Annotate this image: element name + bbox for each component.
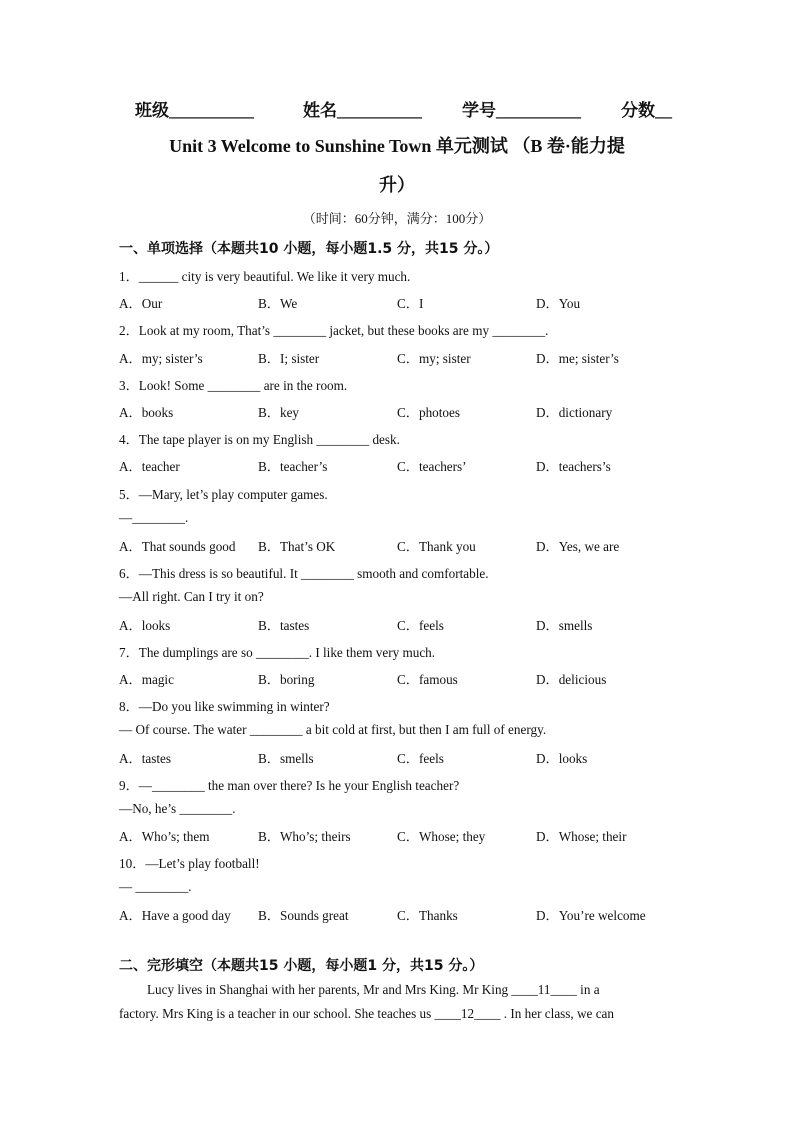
question-stem: 6．—This dress is so beautiful. It ________ smooth and comfortable.	[119, 566, 489, 581]
answer-option-d: D．teachers’s	[536, 459, 611, 474]
student-id-field: 学号__________	[462, 101, 581, 120]
answer-option-a: A．That sounds good	[119, 539, 236, 554]
time-score-note: （时间：60分钟，满分：100分）	[302, 211, 492, 226]
question-stem: 1．______ city is very beautiful. We like it very much.	[119, 269, 411, 284]
name-field: 姓名__________	[303, 101, 422, 120]
answer-option-c: C．feels	[397, 751, 444, 766]
answer-option-c: C．famous	[397, 672, 458, 687]
question-stem: 7．The dumplings are so ________. I like them very much.	[119, 645, 436, 660]
answer-option-a: A．Have a good day	[119, 908, 231, 923]
answer-option-d: D．You’re welcome	[536, 908, 646, 923]
class-field: 班级__________	[135, 101, 254, 120]
question-dialogue-line: —________.	[119, 510, 189, 525]
question-stem: 5．—Mary, let’s play computer games.	[119, 487, 328, 502]
question-stem: 3．Look! Some ________ are in the room.	[119, 378, 348, 393]
answer-option-c: C．Whose; they	[397, 829, 486, 844]
answer-option-b: B．boring	[258, 672, 315, 687]
page-title: Unit 3 Welcome to Sunshine Town 单元测试 （B 卷·能力提	[169, 136, 625, 156]
answer-option-b: B．teacher’s	[258, 459, 328, 474]
passage-line: Lucy lives in Shanghai with her parents, Mr and Mrs King. Mr King ____11____ in a	[147, 982, 600, 997]
question-stem: 10．—Let’s play football!	[119, 856, 260, 871]
score-field: 分数__	[621, 101, 672, 120]
passage-line: factory. Mrs King is a teacher in our school. She teaches us ____12____ . In her class, we can	[119, 1006, 615, 1021]
page-title-continued: 升）	[379, 175, 415, 195]
answer-option-b: B．Who’s; theirs	[258, 829, 351, 844]
answer-option-b: B．smells	[258, 751, 314, 766]
answer-option-a: A．tastes	[119, 751, 172, 766]
answer-option-d: D．Whose; their	[536, 829, 627, 844]
section-heading-multiple-choice: 一、单项选择（本题共10 小题，每小题1.5 分，共15 分。）	[119, 241, 499, 257]
question-dialogue-line: —All right. Can I try it on?	[119, 589, 264, 604]
answer-option-a: A．magic	[119, 672, 174, 687]
answer-option-b: B．I; sister	[258, 351, 320, 366]
answer-option-d: D．dictionary	[536, 405, 613, 420]
answer-option-d: D．You	[536, 296, 581, 311]
question-stem: 2．Look at my room, That’s ________ jacket, but these books are my ________.	[119, 323, 549, 338]
question-dialogue-line: — ________.	[119, 879, 192, 894]
answer-option-d: D．me; sister’s	[536, 351, 619, 366]
question-dialogue-line: —No, he’s ________.	[119, 801, 236, 816]
answer-option-c: C．Thank you	[397, 539, 476, 554]
answer-option-a: A．Who’s; them	[119, 829, 210, 844]
answer-option-b: B．That’s OK	[258, 539, 336, 554]
answer-option-a: A．books	[119, 405, 174, 420]
answer-option-d: D．smells	[536, 618, 593, 633]
answer-option-a: A．Our	[119, 296, 163, 311]
question-stem: 4．The tape player is on my English ________ desk.	[119, 432, 400, 447]
answer-option-b: B．Sounds great	[258, 908, 349, 923]
section-heading-cloze: 二、完形填空（本题共15 小题，每小题1 分，共15 分。）	[119, 958, 484, 974]
question-stem: 9．—________ the man over there? Is he your English teacher?	[119, 778, 460, 793]
answer-option-d: D．looks	[536, 751, 588, 766]
answer-option-c: C．feels	[397, 618, 444, 633]
answer-option-b: B．tastes	[258, 618, 310, 633]
question-stem: 8．—Do you like swimming in winter?	[119, 699, 330, 714]
answer-option-d: D．Yes, we are	[536, 539, 620, 554]
answer-option-c: C．teachers’	[397, 459, 467, 474]
answer-option-c: C．Thanks	[397, 908, 458, 923]
answer-option-b: B．key	[258, 405, 300, 420]
answer-option-a: A．my; sister’s	[119, 351, 203, 366]
answer-option-c: C．photoes	[397, 405, 461, 420]
answer-option-a: A．looks	[119, 618, 171, 633]
answer-option-c: C．I	[397, 296, 424, 311]
answer-option-b: B．We	[258, 296, 298, 311]
question-dialogue-line: — Of course. The water ________ a bit cold at first, but then I am full of energy.	[119, 722, 547, 737]
answer-option-a: A．teacher	[119, 459, 180, 474]
answer-option-c: C．my; sister	[397, 351, 471, 366]
answer-option-d: D．delicious	[536, 672, 607, 687]
